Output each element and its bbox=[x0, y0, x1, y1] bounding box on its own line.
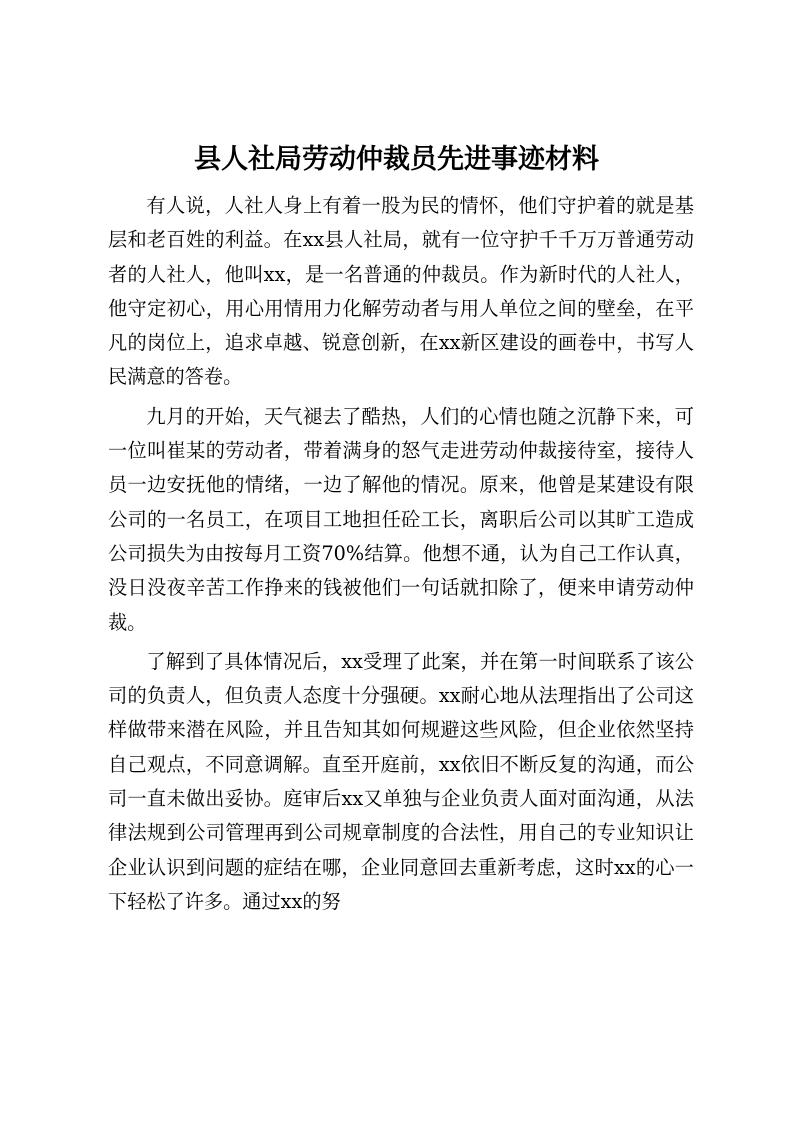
paragraph-3: 了解到了具体情况后，xx受理了此案，并在第一时间联系了该公司的负责人，但负责人态度十分强硬。xx耐心地从法理指出了公司这样做带来潜在风险，并且告知其如何规避这些风险，但企业依然坚持自己观点，不同意调解。直至开庭前，xx依旧不断反复的沟通，而公司一直未做出妥协。庭审后xx又单独与企业负责人面对面沟通，从法律法规到公司管理再到公司规章制度的合法性，用自己的专业知识让企业认识到问题的症结在哪，企业同意回去重新考虑，这时xx的心一下轻松了许多。通过xx的努 bbox=[108, 649, 694, 913]
paragraph-2: 九月的开始，天气褪去了酷热，人们的心情也随之沉静下来，可一位叫崔某的劳动者，带着满身的怒气走进劳动仲裁接待室，接待人员一边安抚他的情绪，一边了解他的情况。原来，他曾是某建设有限公司的一名员工，在项目工地担任砼工长，离职后公司以其旷工造成公司损失为由按每月工资70%结算。他想不通，认为自己工作认真，没日没夜辛苦工作挣来的钱被他们一句话就扣除了，便来申请劳动仲裁。 bbox=[108, 404, 694, 634]
document-body bbox=[108, 189, 694, 919]
paragraph-1: 有人说，人社人身上有着一股为民的情怀，他们守护着的就是基层和老百姓的利益。在xx县人社局，就有一位守护千千万万普通劳动者的人社人，他叫xx，是一名普通的仲裁员。作为新时代的人社人，他守定初心，用心用情用力化解劳动者与用人单位之间的壁垒，在平凡的岗位上，追求卓越、锐意创新，在xx新区建设的画卷中，书写人民满意的答卷。 bbox=[108, 194, 694, 389]
document-title: 县人社局劳动仲裁员先进事迹材料 bbox=[194, 144, 599, 175]
